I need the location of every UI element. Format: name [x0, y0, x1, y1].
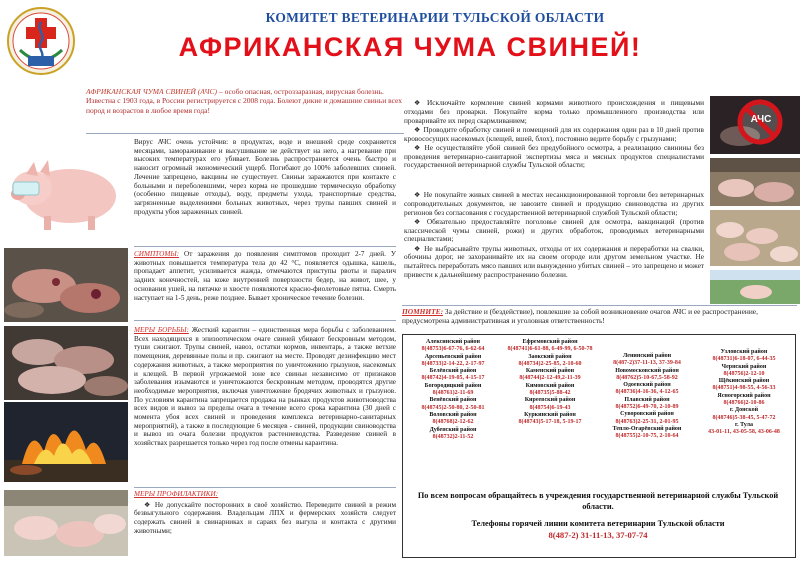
district-entry: Ясногорский район 8(48766)2-10-86 — [717, 392, 771, 407]
symptoms-title: СИМПТОМЫ: — [134, 250, 179, 258]
district-entry: Дубенский район 8(48732)2-11-52 — [429, 426, 477, 440]
rules-list-top — [404, 99, 704, 171]
warning-label: ПОМНИТЕ: — [402, 307, 444, 316]
district-entry: Каменский район 8(48744)2-12-49,2-11-39 — [519, 368, 581, 382]
measures-paragraph — [134, 326, 396, 448]
bullet-marker: ❖ — [144, 500, 152, 509]
district-entry: Новомосковский район 8(48762)5-10-67,5-58-92 — [615, 367, 679, 381]
rule-item: ❖ Не выбрасывайте трупы животных, отходы от их содержания и переработки на свалки, обочины дорог, не захоранивайте их на своем огороде или другом земельном участке. Не пытайтесь переработать мясо павших или вынужденно убитых свиней – это запрещено и может привести к дальнейшему распространению болезни. — [404, 243, 704, 279]
hotline-label: Телефоны горячей линии комитета ветеринарии Тульской области — [471, 519, 725, 528]
symptoms-divider — [134, 320, 396, 321]
asf-prohibition-image — [710, 96, 800, 154]
rule-item: ❖ Не покупайте живых свиней в местах несанкционированной торговли без ветеринарных сопроводительных документов, не завозите свиней и продукцию свиноводства из других регионов без согласования с государственной ветеринарной службой Тульской области; — [404, 190, 704, 217]
district-entry: Киреевский район 8(48754)6-19-43 — [524, 397, 576, 411]
district-entry: Чернский район 8(48756)2-12-10 — [721, 363, 767, 377]
district-entry: Куркинский район 8(48743)5-17-18, 5-19-17 — [518, 411, 582, 426]
district-entry: Ефремовский район 8(48741)6-61-88, 6-49-99, 6-50-78 — [507, 339, 593, 353]
district-entry: Плавский район 8(48752)6-49-70, 2-10-89 — [615, 396, 679, 411]
district-entry: г. Донской 8(48746)5-38-45, 5-47-72 — [712, 407, 776, 421]
contacts-column-1 — [407, 339, 499, 441]
district-entry: Венёвский район 8(48745)2-50-80, 2-50-81 — [421, 397, 485, 411]
virus-paragraph: Вирус АЧС очень устойчив: в продуктах, воде и внешней среде сохраняется месяцами, замораживание и высушивание не действует на него, а нагревание при высоких температурах его убивает. Болезнь распространяется очень быстро и наносит огромный экономический ущерб. Погибают до 100% заболевших свиней. Лечение запрещено, вакцины не существует. Свиньи заражаются при контакте с больными и переболевшими, через корма не прошедшие термическую обработку (особенно пищевые отходы), воду, предметы ухода, транспортные средства, загрязненные выделениями больных животных, через трупы павших свиней и продукты убоя зараженных свиней. — [134, 138, 396, 216]
district-entry: Белёвский район 8(48742)4-19-05, 4-15-17 — [421, 368, 485, 382]
intro-paragraph — [86, 87, 406, 115]
contacts-column-2 — [503, 339, 597, 427]
contacts-footer-text: По всем вопросам обращайтесь в учреждения государственной ветеринарной службы Тульской области. — [417, 491, 779, 511]
rule-item: ❖ Исключайте кормление свиней кормами животного происхождения и пищевыми отходами без проварки. Покупайте корма только промышленного производства или проваривайте их перед скармливанием; — [404, 98, 704, 125]
hotline-phone: 8(487-2) 31-11-13, 37-07-74 — [548, 530, 648, 540]
district-entry: Суворовский район 8(48763)2-25-31, 2-01-95 — [615, 411, 679, 425]
district-entry: Заокский район 8(48734)2-25-85, 2-10-60 — [518, 353, 582, 367]
virus-divider — [134, 246, 396, 247]
rule-item: ❖ Обязательно предоставляйте поголовье свиней для осмотра, вакцинаций (против классической чумы свиней, рожи) и других обработок, проводимых ветеринарными специалистами; — [404, 216, 705, 244]
intro-divider — [86, 133, 404, 134]
pig-farm-photo — [710, 158, 800, 206]
warning-text: За действие и (бездействие), повлекшие за собой возникновение очагов АЧС и ее распространение, предусмотрена административная и уголовная ответственность! — [402, 307, 758, 325]
rules-divider — [402, 305, 797, 306]
district-entry: Узловский район 8(48731)6-18-07, 6-44-35 — [712, 349, 776, 363]
carcass-pile-photo — [4, 326, 128, 400]
rule-item: ❖ Не осуществляйте убой свиней без предубойного осмотра, а реализацию свинины без проведения ветеринарно-санитарной экспертизы мяса и мясных продуктов специалистами государственной ветеринарной службы Тульской области; — [404, 142, 705, 170]
sick-pigs-photo — [4, 248, 128, 322]
page-title: АФРИКАНСКАЯ ЧУМА СВИНЕЙ! — [178, 32, 642, 62]
district-entry: Арсеньевский район 8(48733)2-14-22, 2-17-97 — [421, 353, 485, 367]
measures-title: МЕРЫ БОРЬБЫ: — [134, 326, 189, 334]
symptoms-paragraph — [134, 250, 396, 302]
contacts-box — [402, 334, 796, 558]
pig-landscape-photo — [710, 270, 800, 304]
measures-divider — [134, 487, 396, 488]
committee-emblem — [6, 4, 76, 78]
rule-item: ❖ Проводите обработку свиней и помещений для их содержания один раз в 10 дней против кровососущих насекомых (клещей, вшей, блох), постоянно ведите борьбу с грызунами; — [404, 124, 704, 143]
warning-note — [402, 307, 797, 325]
committee-name: КОМИТЕТ ВЕТЕРИНАРИИ ТУЛЬСКОЙ ОБЛАСТИ — [265, 10, 605, 25]
symptoms-text: От заражения до появления симптомов проходит 2-7 дней. У животных повышается температура тела до 42 °С, появляется одышка, кашель, пропадает аппетит, усиливается жажда, отмечаются приступы рвоты и паралич задних конечностей, на коже внутренней поверхности бедер, на живот, шее, у основания ушей, на пятачке и хвосте появляются красно-фиолетовые пятна. Смерть наступает на 1-5 день, реже позднее. Бывает хроническое течение болезни. — [134, 250, 396, 302]
burning-carcasses-photo — [4, 402, 128, 482]
measures-text: Жесткий карантин – единственная мера борьбы с заболеванием. Всех находящихся в эпизоотическом очаге свиней убивают бескровным методом, туши сжигают. Трупы свиней, навоз, остатки кормов, инвентарь, а также ветхие помещения, деревянные полы и пр. сжигают на месте. Проводят дезинфекцию мест содержания животных, а также мероприятия по уничтожению грызунов, насекомых и клещей. В первой угрожаемой зоне все свиньи независимо от признаков заболевания изымаются и уничтожаются бескровным методом, проводятся другие необходимые мероприятия, включая уничтожение бродячих животных и грызунов. По условиям карантина запрещается продажа на рынках продуктов животноводства всех видов и вывоз за пределы очага в течение всего срока карантина (30 дней с момента убоя всех свиней и проведения комплекса ветеринарно-санитарных мероприятий), а также в последующие 6 месяцев - свиней, продукции свиноводства и вывоз из очага болезни продуктов растениеводства. Разведение свиней в хозяйствах разрешается только через год после отмены карантина. — [134, 326, 396, 448]
pig-herd-photo — [710, 210, 800, 266]
pig-photo — [4, 138, 128, 238]
asf-badge-text: АЧС — [750, 114, 772, 125]
district-entry: г. Тула 43-01-11, 43-05-58, 43-06-48 — [708, 421, 780, 436]
prevention-block — [134, 490, 396, 536]
intro-term: АФРИКАНСКАЯ ЧУМА СВИНЕЙ (АЧС) — [86, 87, 218, 96]
contacts-column-4 — [697, 349, 791, 437]
rules-list-bottom — [404, 191, 704, 280]
district-entry: Воловский район 8(48768)2-12-62 — [429, 411, 477, 426]
district-entry: Ленинский район 8(487-2)37-11-13, 37-39-84 — [613, 353, 681, 367]
district-entry: Богородицкий район 8(48761)2-11-69 — [424, 382, 482, 397]
district-entry: Одоевский район 8(48736)4-16-36, 4-12-65 — [615, 382, 679, 396]
prevention-title: МЕРЫ ПРОФИЛАКТИКИ: — [134, 490, 219, 498]
prevention-item: ❖ Не допускайте посторонних в своё хозяйство. Переведите свиней в режим безвыгульного содержания. Владельцам ЛПХ и фермерских хозяйств следует содержать свиней в свинарниках и сараях без выгула и контакта с другими животными; — [134, 500, 396, 535]
district-entry: Тепло-Огарёвский район 8(48755)2-10-75, 2-10-64 — [612, 425, 682, 440]
district-entry: Кимовский район 8(48735)5-88-42 — [525, 382, 575, 397]
district-entry: Алексинский район 8(48753)6-67-76, 6-62-64 — [421, 339, 485, 353]
intro-text: – особо опасная, остроззаразная, вирусная болезнь. Известна с 1903 года, в России регистрируется с 2008 года. Болеют дикие и домашние свиньи всех пород и возрастов в любое время года! — [86, 87, 403, 115]
district-entry: Щёкинский район 8(48751)4-98-55, 4-56-33 — [712, 378, 776, 392]
contacts-column-3 — [601, 353, 693, 441]
housed-pigs-photo — [4, 490, 128, 556]
